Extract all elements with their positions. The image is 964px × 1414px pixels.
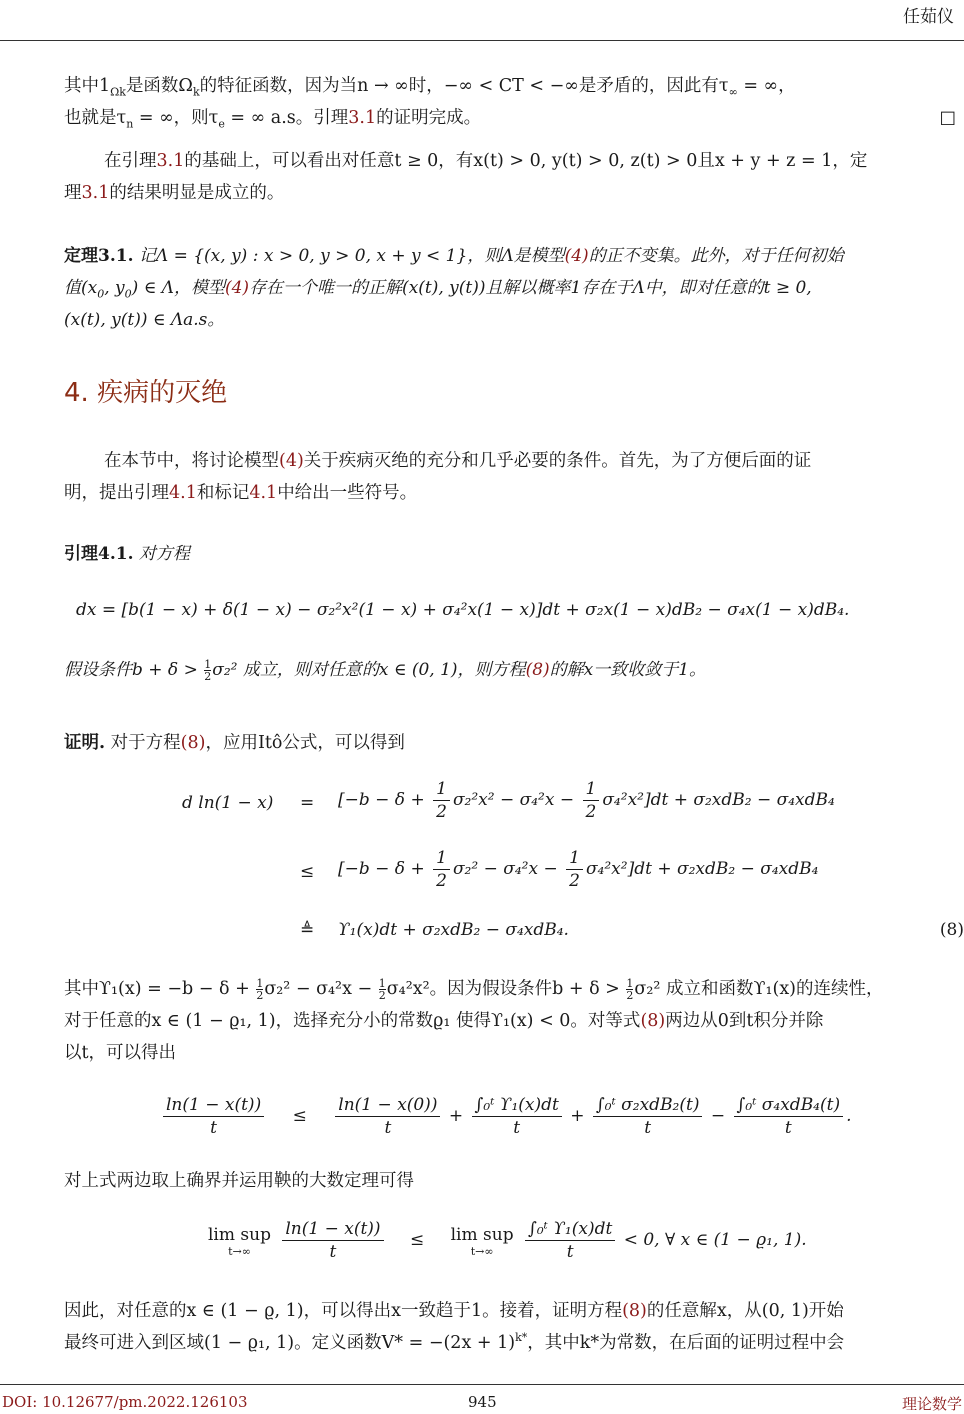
eq-line-1-lhs: d ln(1 − x)	[182, 793, 274, 813]
equation-limsup: lim sup t→∞ $\frac{\ln(1 - x(t))}{t}$ ≤ lim sup t→∞ $\frac{\text{∫₀ᵗ ϒ₁(x)dt}}{t}$ < 0, ∀ x ∈ (1 − ϱ₁, 1).	[208, 1219, 807, 1262]
eq-line-2-rhs: [−b − δ + $\frac{1}{2}$ σ₂² − σ₄²x − $\frac{1}{2}$ σ₄²x²]dt + σ₂xdB₂ − σ₄xdB₄	[338, 848, 819, 891]
proof-title: 证明.	[64, 733, 106, 753]
theorem-title: 定理3.1.	[64, 246, 134, 266]
paragraph-6: 因此，对任意的x ∈ (1 − ϱ, 1)，可以得出x一致趋于1。接着，证明方程(8)的任意解x，从(0, 1)开始 最终可进入到区域(1 − ϱ₁, 1)。定义函数$V* = -(2x + 1)^{k*}$，其中k*为常数，在后面的证明过程中会	[64, 1301, 845, 1353]
eq-line-3-rhs: ϒ₁(x)dt + σ₂xdB₂ − σ₄xdB₄.	[338, 920, 569, 940]
ref-model-4[interactable]: (4)	[564, 246, 589, 266]
eq-line-1-rel: =	[300, 793, 315, 813]
ref-eq-8[interactable]: (8)	[525, 660, 550, 680]
lemma-4-1: 引理4.1. 对方程	[64, 544, 190, 564]
ref-eq-8[interactable]: (8)	[622, 1301, 647, 1321]
paragraph-1: 其中$1_{\Omega k}$是函数$\Omega_k$的特征函数，因为当n → ∞时，−∞ < CT < −∞是矛盾的，因此有$\tau_\infty$ = ∞， 也就是$\tau_n$ = ∞，则$\tau_e$ = ∞ a.s。引理3.1的证明完成。 □	[64, 70, 964, 134]
lemma-condition: 假设条件b + δ > $\frac{1}{2}$ σ₂² 成立，则对任意的x ∈ (0, 1)，则方程(8)的解x一致收敛于1。	[64, 658, 707, 683]
paragraph-4: 其中ϒ₁(x) = −b − δ + $\frac{1}{2}$ σ₂² − σ₄²x − $\frac{1}{2}$ σ₄²x²。因为假设条件b + δ > $\frac{1}{2}$ σ₂² 成立和函数ϒ₁(x)的连续性， 对于任意的x ∈ (1 − ϱ₁, 1)，选择充分小的常数ϱ₁ 使得ϒ₁(x) < 0。对等式(8)两边从0到t积分并除 以t，可以得出	[64, 977, 884, 1063]
paragraph-5: 对上式两边取上确界并运用鞅的大数定理可得	[64, 1171, 414, 1191]
ref-theorem-3-1[interactable]: 3.1	[81, 183, 110, 203]
footer-rule	[0, 1384, 964, 1385]
theorem-3-1: 定理3.1. 记Λ = {(x, y) : x > 0, y > 0, x + y < 1}，则Λ是模型(4)的正不变集。此外，对于任何初始 值($x_0$, $y_0$) ∈ Λ，模型(4)存在一个唯一的正解(x(t), y(t))且解以概率1存在于Λ中，即对任意的t ≥ 0, (x(t), y(t)) ∈ Λa.s。	[64, 246, 844, 330]
header-rule	[0, 40, 964, 41]
ref-lemma-3-1[interactable]: 3.1	[348, 108, 377, 128]
qed-symbol: □	[939, 108, 956, 128]
ref-model-4[interactable]: (4)	[279, 451, 304, 471]
eq-line-3-rel: ≜	[300, 920, 315, 940]
paragraph-2: 在引理3.1的基础上，可以看出对任意t ≥ 0，有x(t) > 0, y(t) > 0, z(t) > 0且x + y + z = 1，定 理3.1的结果明显是成立的。	[64, 151, 868, 203]
footer-journal[interactable]: 理论数学	[901, 1395, 962, 1413]
section-heading: 4. 疾病的灭绝	[64, 378, 228, 408]
eq-line-1-rhs: [−b − δ + $\frac{1}{2}$ σ₂²x² − σ₄²x − $\frac{1}{2}$ σ₄²x²]dt + σ₂xdB₂ − σ₄xdB₄	[338, 779, 835, 822]
header-author: 任茹仪	[903, 7, 954, 27]
paragraph-3: 在本节中，将讨论模型(4)关于疾病灭绝的充分和几乎必要的条件。首先，为了方便后面的证 明，提出引理4.1和标记4.1中给出一些符号。	[64, 451, 812, 503]
footer-page-number: 945	[468, 1393, 497, 1411]
ref-eq-8[interactable]: (8)	[640, 1011, 666, 1031]
ref-model-4[interactable]: (4)	[224, 278, 250, 298]
equation-sde: dx = [b(1 − x) + δ(1 − x) − σ₂²x²(1 − x) + σ₄²x(1 − x)]dt + σ₂x(1 − x)dB₂ − σ₄x(1 − x)dB₄.	[76, 600, 850, 620]
ref-lemma-3-1[interactable]: 3.1	[156, 151, 185, 171]
proof-intro: 证明. 对于方程(8)，应用Itô公式，可以得到	[64, 733, 405, 753]
lemma-title: 引理4.1.	[64, 544, 134, 564]
ref-remark-4-1[interactable]: 4.1	[249, 483, 278, 503]
ref-lemma-4-1[interactable]: 4.1	[169, 483, 197, 503]
ref-eq-8[interactable]: (8)	[180, 733, 206, 753]
eq-line-2-rel: ≤	[300, 862, 315, 882]
equation-number: (8)	[939, 920, 964, 940]
footer-doi[interactable]: DOI: 10.12677/pm.2022.126103	[2, 1393, 248, 1411]
equation-integral: $\frac{\ln(1 - x(t))}{t}$ ≤ $\frac{\ln(1 - x(0))}{t}$ + $\frac{\text{∫₀ᵗ ϒ₁(x)dt}}{t}$ + $\frac{\text{∫₀ᵗ σ₂xdB₂(t)}}{t}$ − $\frac{\text{∫₀ᵗ σ₄xdB₄(t)}}{t}$ .	[160, 1094, 852, 1139]
